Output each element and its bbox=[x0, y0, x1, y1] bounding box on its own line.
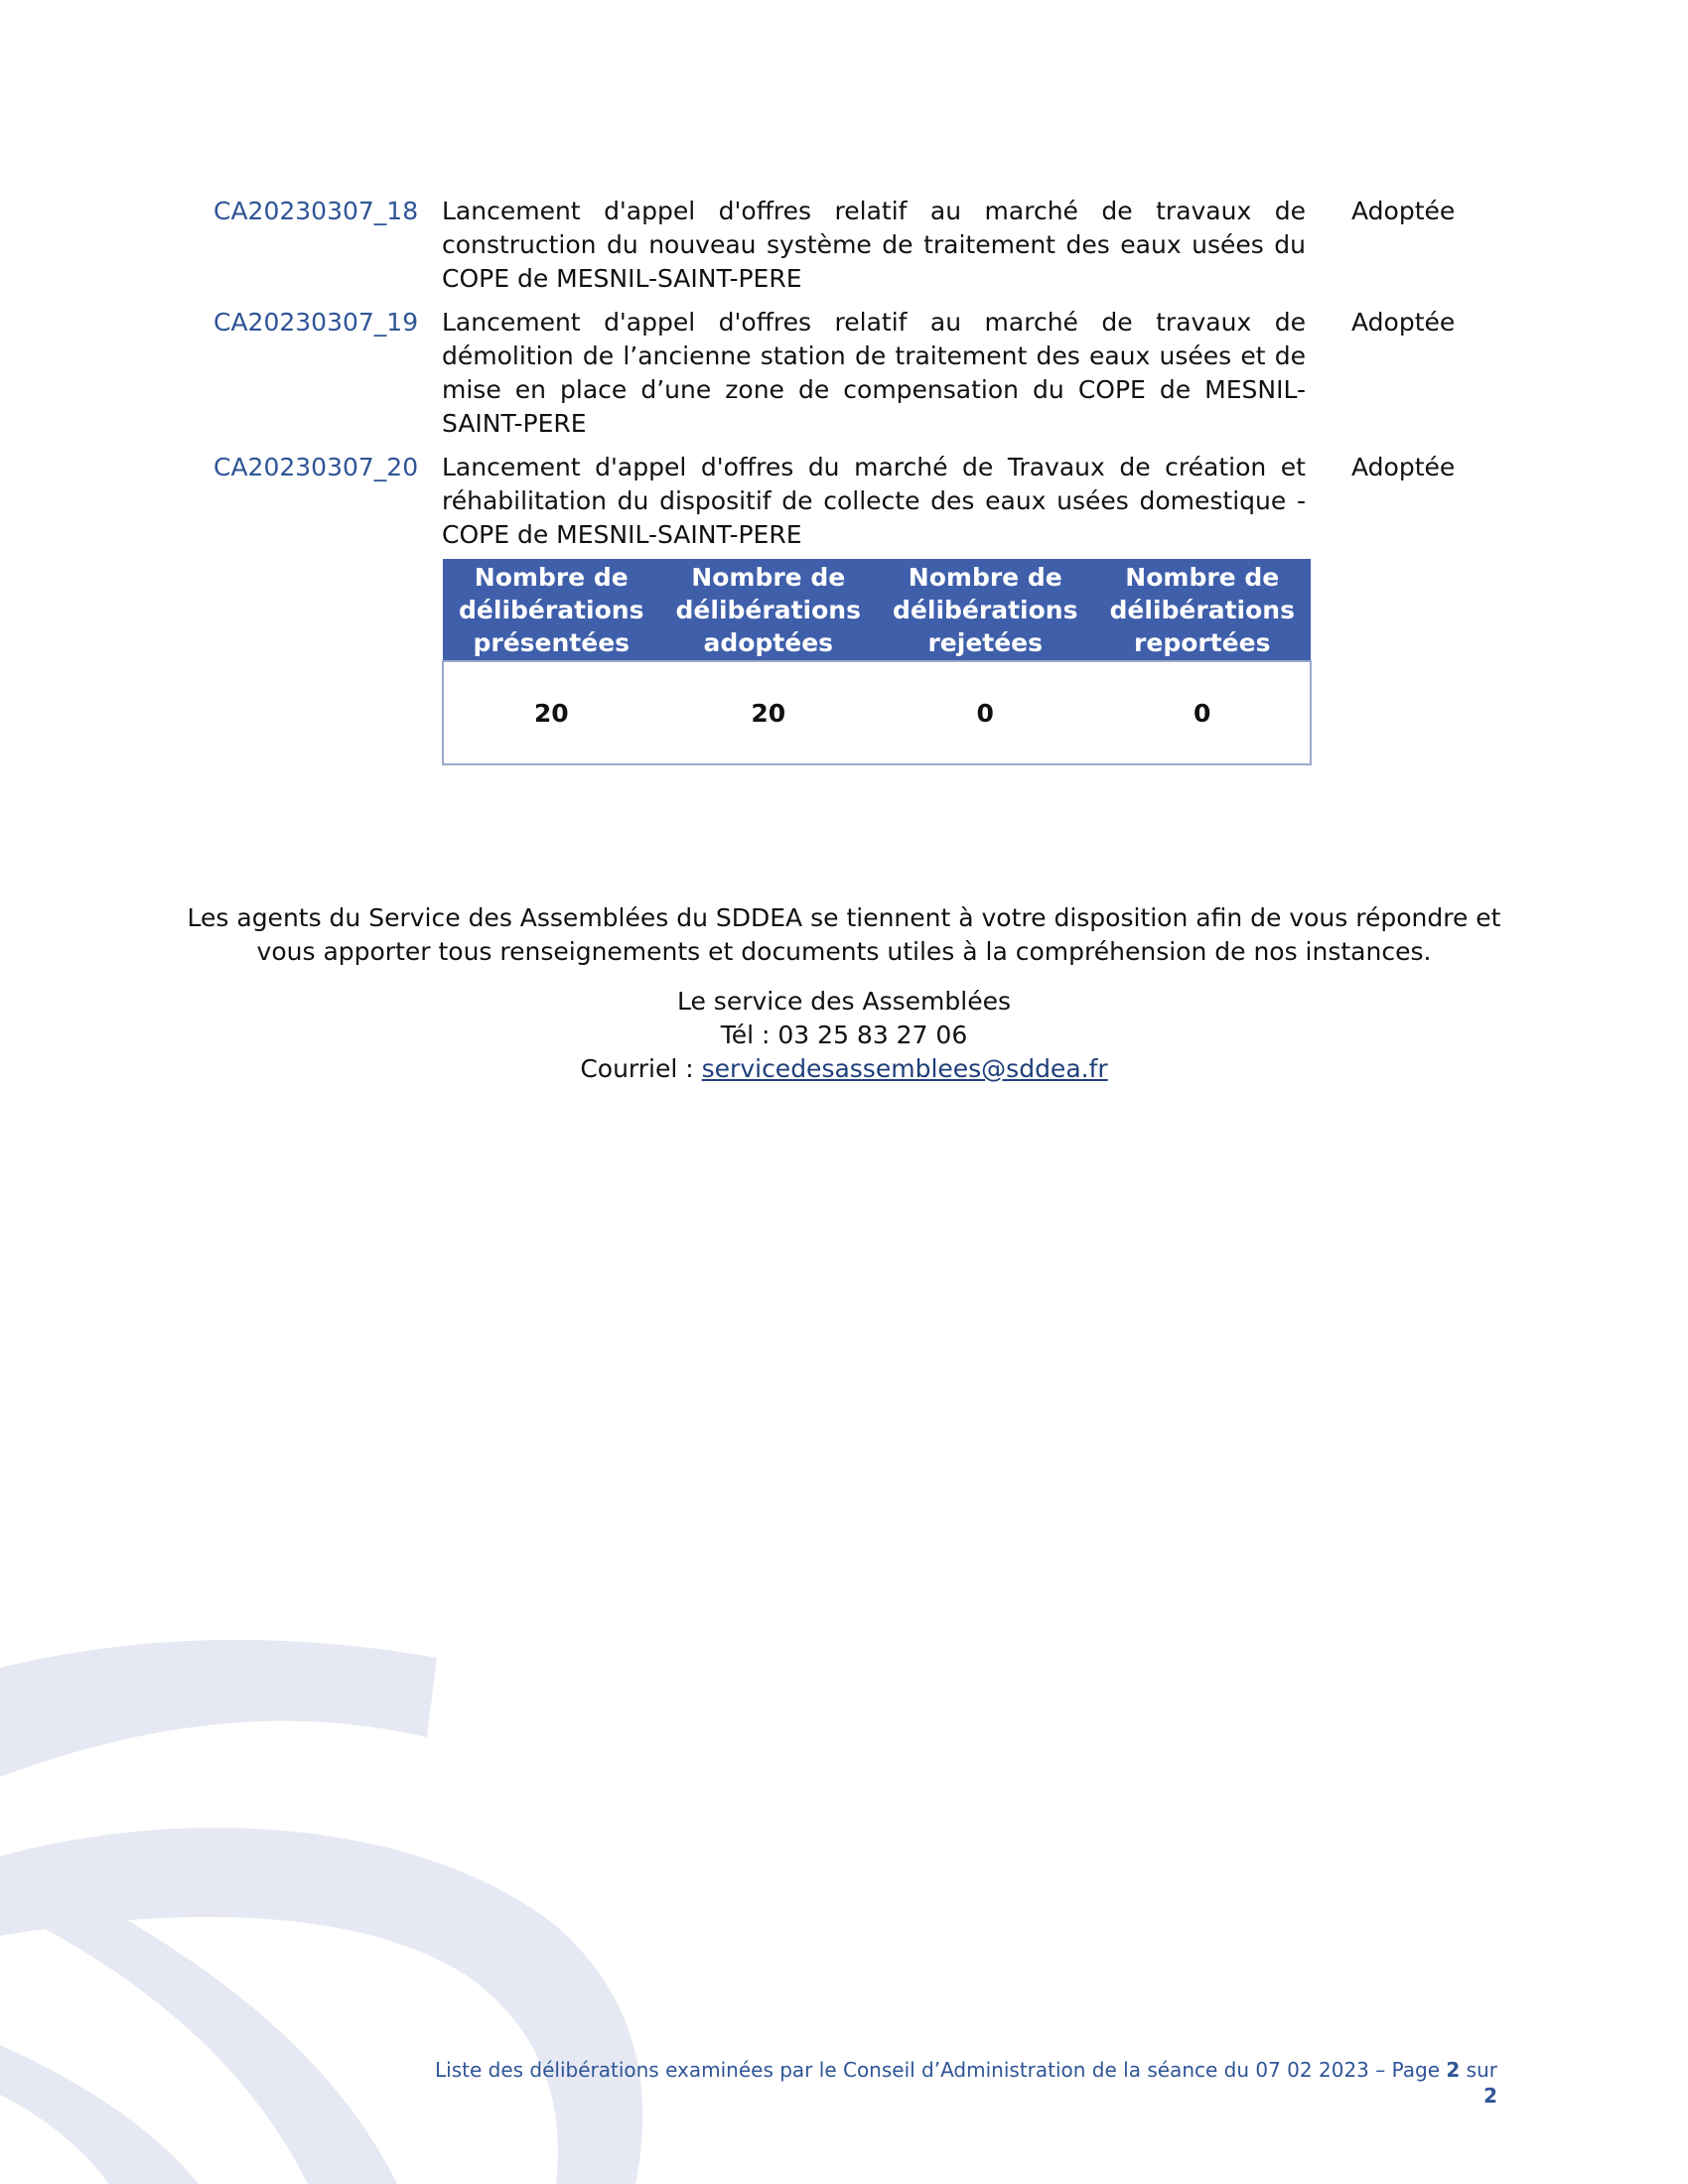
watermark-swoosh-bottom bbox=[0, 2045, 199, 2184]
summary-values-row bbox=[443, 661, 1311, 764]
watermark-swoosh-upper bbox=[0, 1640, 437, 1777]
deliberation-reference: CA20230307_18 bbox=[213, 197, 419, 225]
value-presentees: 20 bbox=[443, 661, 660, 764]
value-adoptees: 20 bbox=[660, 661, 878, 764]
header-presentees: Nombre de délibérations présentées bbox=[443, 559, 660, 661]
value-reportees: 0 bbox=[1094, 661, 1312, 764]
page-footer bbox=[435, 2057, 1497, 2109]
deliberation-reference: CA20230307_20 bbox=[213, 453, 419, 481]
footer-total-pages: 2 bbox=[1483, 2084, 1497, 2108]
contact-email-line bbox=[149, 1052, 1539, 1086]
deliberation-status: Adoptée bbox=[1351, 197, 1456, 225]
footer-text: Liste des délibérations examinées par le Conseil d’Administration de la séance du 07 02 2023 – Page bbox=[435, 2058, 1447, 2082]
value-rejetees: 0 bbox=[877, 661, 1094, 764]
deliberation-title: Lancement d'appel d'offres relatif au marché de travaux de démolition de l’ancienne station de traitement des eaux usées et de mise en place d’une zone de compensation du COPE de MESNIL-SAINT-PERE bbox=[442, 308, 1306, 438]
contact-email-label: Courriel : bbox=[580, 1054, 702, 1083]
header-adoptees: Nombre de délibérations adoptées bbox=[660, 559, 878, 661]
deliberation-reference: CA20230307_19 bbox=[213, 308, 419, 337]
contact-intro-line-2: vous apporter tous renseignements et documents utiles à la compréhension de nos instances. bbox=[256, 937, 1432, 966]
contact-service-name: Le service des Assemblées bbox=[676, 987, 1012, 1016]
deliberation-row bbox=[213, 451, 1484, 552]
deliberation-title: Lancement d'appel d'offres du marché de Travaux de création et réhabilitation du dispositif de collecte des eaux usées domestique - COPE de MESNIL-SAINT-PERE bbox=[442, 453, 1306, 549]
header-reportees: Nombre de délibérations reportées bbox=[1094, 559, 1312, 661]
contact-intro-line-1: Les agents du Service des Assemblées du SDDEA se tiennent à votre disposition afin de vous répondre et bbox=[187, 903, 1501, 932]
contact-block bbox=[149, 901, 1539, 1086]
deliberation-title: Lancement d'appel d'offres relatif au marché de travaux de construction du nouveau système de traitement des eaux usées du COPE de MESNIL-SAINT-PERE bbox=[442, 197, 1306, 293]
footer-page-number: 2 bbox=[1446, 2058, 1461, 2082]
footer-of: sur bbox=[1460, 2058, 1497, 2082]
deliberation-list bbox=[213, 195, 1484, 562]
deliberation-row bbox=[213, 306, 1484, 441]
summary-header-row bbox=[443, 559, 1311, 661]
deliberation-row bbox=[213, 195, 1484, 296]
summary-table bbox=[443, 559, 1311, 764]
deliberation-status: Adoptée bbox=[1351, 453, 1456, 481]
contact-phone: Tél : 03 25 83 27 06 bbox=[720, 1021, 968, 1049]
deliberation-status: Adoptée bbox=[1351, 308, 1456, 337]
header-rejetees: Nombre de délibérations rejetées bbox=[877, 559, 1094, 661]
contact-email-link[interactable]: servicedesassemblees@sddea.fr bbox=[701, 1054, 1108, 1083]
